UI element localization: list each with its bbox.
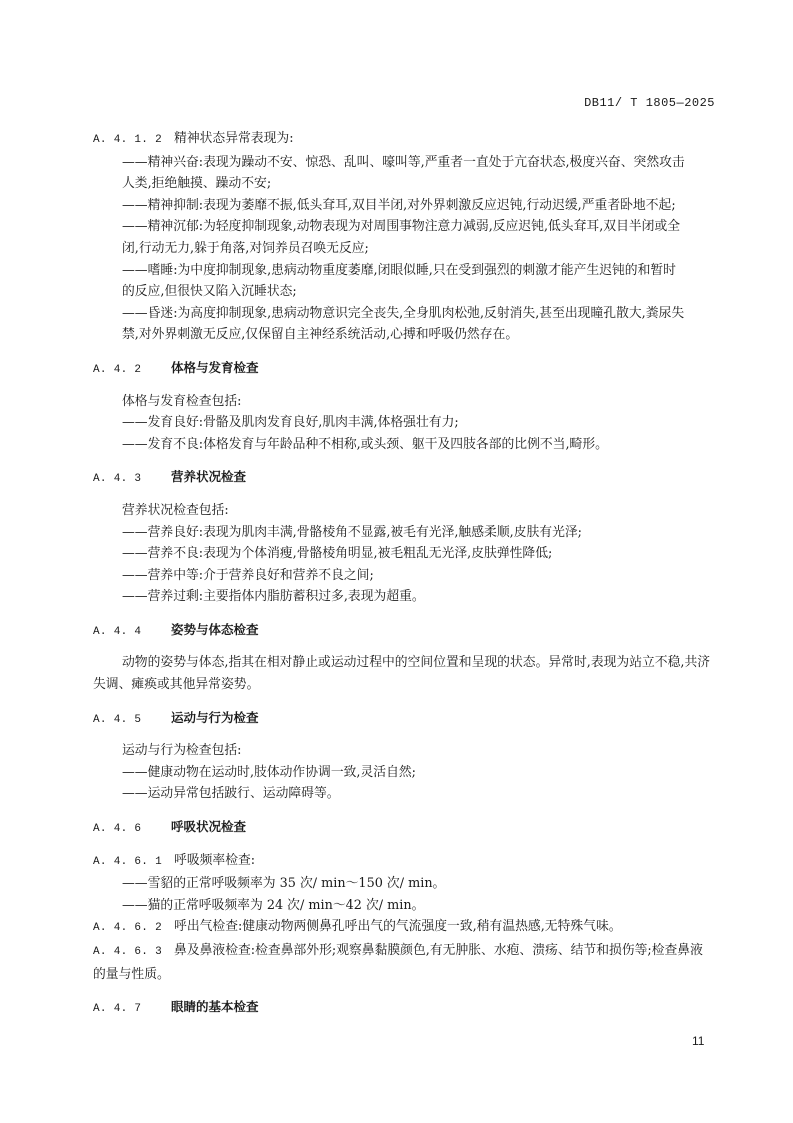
- section-heading-a-4-4: [93, 619, 715, 644]
- list-item: ——营养过剩:主要指体内脂肪蓄积过多,表现为超重。: [122, 589, 425, 605]
- list-item: ——精神沉郁:为轻度抑制现象,动物表现为对周围事物注意力减弱,反应迟钝,低头耷耳,双目半闭或全闭,行动无力,躲于角落,对饲养员召唤无反应;: [122, 219, 681, 256]
- section-number: A. 4. 3: [93, 473, 142, 486]
- clause-text: 呼出气检查:健康动物两侧鼻孔呼出气的气流强度一致,稍有温热感,无特殊气味。: [174, 919, 622, 935]
- page-number: 11: [692, 1034, 705, 1048]
- section-number: A. 4. 4: [93, 625, 142, 638]
- list-item: ——精神兴奋:表现为躁动不安、惊恐、乱叫、嚎叫等,严重者一直处于亢奋状态,极度兴奋、突然攻击人类,拒绝触摸、躁动不安;: [122, 154, 685, 192]
- section-paragraph: 动物的姿势与体态,指其在相对静止或运动过程中的空间位置和呈现的状态。异常时,表现为站立不稳,共济失调、瘫痪或其他异常姿势。: [93, 655, 711, 693]
- clause-a-4-6-1: [93, 850, 715, 874]
- list-item: ——昏迷:为高度抑制现象,患病动物意识完全丧失,全身肌肉松弛,反射消失,甚至出现瞳孔散大,粪尿失禁,对外界刺激无反应,仅保留自主神经系统活动,心搏和呼吸仍然存在。: [122, 305, 685, 343]
- section-intro: 体格与发育检查包括:: [122, 393, 242, 409]
- standard-code: DB11/ T 1805—2025: [584, 96, 715, 110]
- list-item: ——运动异常包括跛行、运动障碍等。: [122, 786, 340, 802]
- list-item: ——健康动物在运动时,肢体动作协调一致,灵活自然;: [122, 764, 416, 780]
- section-title: 呼吸状况检查: [171, 819, 247, 835]
- clause-a-4-6-3: [93, 940, 715, 985]
- section-heading-a-4-3: [93, 466, 715, 491]
- section-intro: 运动与行为检查包括:: [122, 743, 242, 759]
- clause-text: 鼻及鼻液检查:检查鼻部外形;观察鼻黏膜颜色,有无肿胀、水疱、溃疡、结节和损伤等;检查鼻液的量与性质。: [93, 943, 703, 982]
- section-heading-a-4-5: [93, 707, 715, 732]
- section-title: 运动与行为检查: [171, 709, 259, 725]
- list-item: ——雪貂的正常呼吸频率为 35 次/ min～150 次/ min。: [122, 876, 446, 892]
- list-item: ——营养良好:表现为肌肉丰满,骨骼棱角不显露,被毛有光泽,触感柔顺,皮肤有光泽;: [122, 524, 582, 540]
- clause-title: 呼吸频率检查:: [174, 852, 256, 868]
- list-item: ——营养中等:介于营养良好和营养不良之间;: [122, 567, 374, 583]
- section-number: A. 4. 6: [93, 823, 142, 836]
- clause-a-4-1-2: [93, 128, 715, 152]
- list-item: ——发育良好:骨骼及肌肉发育良好,肌肉丰满,体格强壮有力;: [122, 415, 459, 431]
- section-number: A. 4. 7: [93, 1003, 142, 1016]
- list-item: ——嗜睡:为中度抑制现象,患病动物重度萎靡,闭眼似睡,只在受到强烈的刺激才能产生迟钝的和暂时的反应,但很快又陷入沉睡状态;: [122, 262, 676, 300]
- list-item: ——猫的正常呼吸频率为 24 次/ min～42 次/ min。: [122, 897, 425, 913]
- clause-title: 精神状态异常表现为:: [174, 131, 294, 146]
- clause-number: A. 4. 1. 2: [93, 134, 163, 146]
- section-heading-a-4-2: [93, 357, 715, 382]
- section-number: A. 4. 5: [93, 713, 142, 726]
- section-number: A. 4. 2: [93, 363, 142, 376]
- section-title: 眼睛的基本检查: [171, 999, 259, 1015]
- clause-a-4-6-2: [93, 916, 715, 940]
- section-heading-a-4-6: [93, 816, 715, 841]
- list-item: ——精神抑制:表现为萎靡不振,低头耷耳,双目半闭,对外界刺激反应迟钝,行动迟缓,严重者卧地不起;: [122, 197, 676, 213]
- list-item: ——营养不良:表现为个体消瘦,骨骼棱角明显,被毛粗乱无光泽,皮肤弹性降低;: [122, 546, 553, 562]
- document-body: [93, 128, 715, 1030]
- section-title: 体格与发育检查: [171, 359, 259, 375]
- section-title: 营养状况检查: [171, 469, 247, 485]
- clause-number: A. 4. 6. 3: [93, 946, 163, 958]
- clause-number: A. 4. 6. 2: [93, 922, 163, 935]
- section-title: 姿势与体态检查: [171, 621, 259, 637]
- section-heading-a-4-7: [93, 996, 715, 1021]
- clause-number: A. 4. 6. 1: [93, 855, 163, 868]
- list-item: ——发育不良:体格发育与年龄品种不相称,或头颈、躯干及四肢各部的比例不当,畸形。: [122, 436, 608, 452]
- section-intro: 营养状况检查包括:: [122, 502, 229, 518]
